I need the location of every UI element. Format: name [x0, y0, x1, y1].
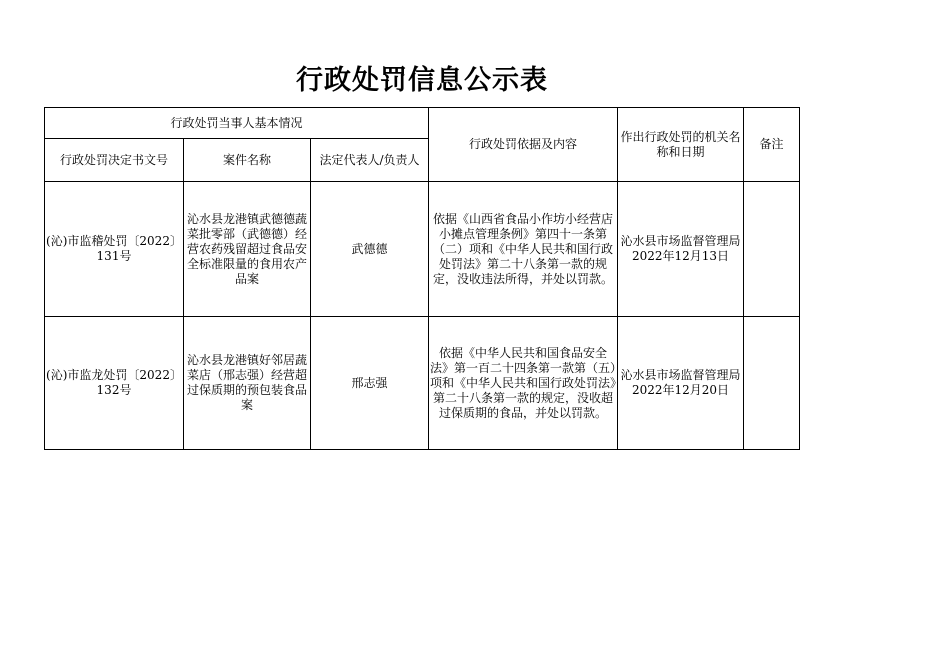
cell-authority: 沁水县市场监督管理局2022年12月13日: [618, 182, 744, 317]
header-case-name: 案件名称: [184, 139, 311, 182]
cell-decision-no: (沁)市监稽处罚〔2022〕131号: [45, 182, 184, 317]
header-decision-no: 行政处罚决定书文号: [45, 139, 184, 182]
cell-basis: 依据《中华人民共和国食品安全法》第一百二十四条第一款第（五）项和《中华人民共和国行政处罚法》第二十八条第一款的规定，没收超过保质期的食品，并处以罚款。: [429, 317, 618, 450]
cell-representative: 武德德: [311, 182, 429, 317]
penalty-table: [44, 107, 800, 450]
page-title: 行政处罚信息公示表: [296, 65, 548, 96]
table-row: [45, 182, 800, 317]
header-party-info: 行政处罚当事人基本情况: [45, 108, 429, 139]
cell-case-name: 沁水县龙港镇好邻居蔬菜店（邢志强）经营超过保质期的预包装食品案: [184, 317, 311, 450]
header-authority: 作出行政处罚的机关名称和日期: [618, 108, 744, 182]
cell-basis: 依据《山西省食品小作坊小经营店小摊点管理条例》第四十一条第（二）项和《中华人民共和国行政处罚法》第二十八条第一款的规定，没收违法所得，并处以罚款。: [429, 182, 618, 317]
header-basis: 行政处罚依据及内容: [429, 108, 618, 182]
header-representative: 法定代表人/负责人: [311, 139, 429, 182]
cell-case-name: 沁水县龙港镇武德德蔬菜批零部（武德德）经营农药残留超过食品安全标准限量的食用农产品案: [184, 182, 311, 317]
header-row-group: [45, 108, 800, 139]
table-row: [45, 317, 800, 450]
cell-remarks: [744, 317, 800, 450]
cell-remarks: [744, 182, 800, 317]
cell-authority: 沁水县市场监督管理局2022年12月20日: [618, 317, 744, 450]
cell-representative: 邢志强: [311, 317, 429, 450]
header-remarks: 备注: [744, 108, 800, 182]
cell-decision-no: (沁)市监龙处罚〔2022〕132号: [45, 317, 184, 450]
